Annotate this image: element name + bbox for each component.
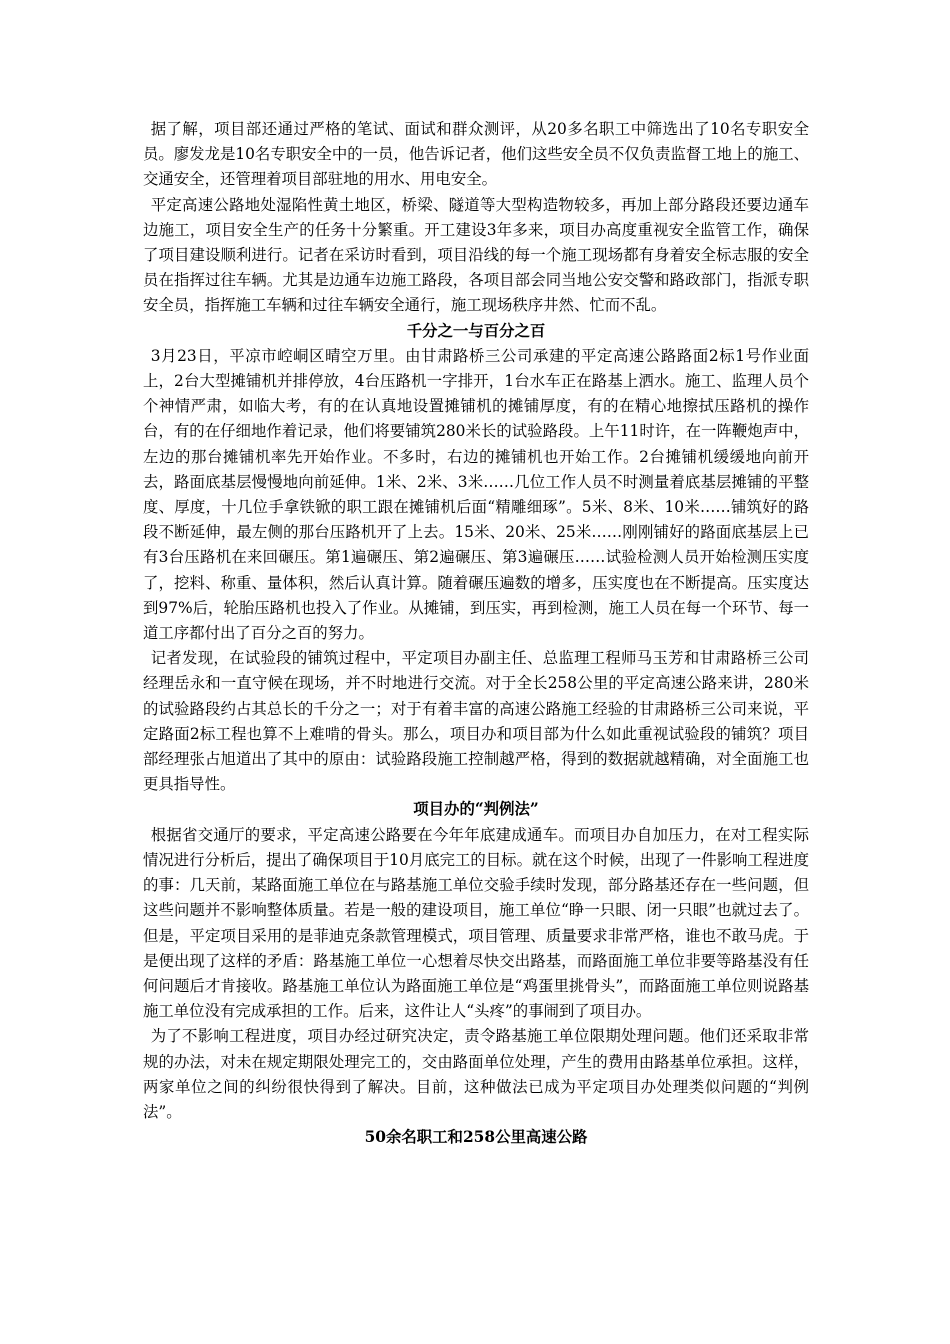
- paragraph-safety-officers: 据了解，项目部还通过严格的笔试、面试和群众测评，从20多名职工中筛选出了10名专职安全员。廖发龙是10名专职安全中的一员，他告诉记者，他们这些安全员不仅负责监督工地上的施工、交通安全，还管理着项目部驻地的用水、用电安全。: [143, 120, 809, 189]
- section-heading-case-law: 项目办的“判例法”: [413, 800, 539, 819]
- paragraph-handover-dispute: 根据省交通厅的要求，平定高速公路要在今年年底建成通车。而项目办自加压力，在对工程实际情况进行分析后，提出了确保项目于10月底完工的目标。就在这个时候，出现了一件影响工程进度的事：几天前，某路面施工单位在与路基施工单位交验手续时发现，部分路基还存在一些问题，但这些问题并不影响整体质量。若是一般的建设项目，施工单位“睁一只眼、闭一只眼”也就过去了。但是，平定项目采用的是菲迪克条款管理模式，项目管理、质量要求非常严格，谁也不敢马虎。于是便出现了这样的矛盾：路基施工单位一心想着尽快交出路基，而路面施工单位非要等路基没有任何问题后才肯接收。路基施工单位认为路面施工单位是“鸡蛋里挑骨头”，而路面施工单位则说路基施工单位没有完成承担的工作。后来，这件让人“头疼”的事闹到了项目办。: [143, 825, 809, 1021]
- section-heading-thousandth: 千分之一与百分之百: [406, 321, 546, 340]
- paragraph-test-section-paving: 3月23日，平凉市崆峒区晴空万里。由甘肃路桥三公司承建的平定高速公路路面2标1号作业面上，2台大型摊铺机并排停放，4台压路机一字排开，1台水车正在路基上洒水。施工、监理人员个个神情严肃，如临大考，有的在认真地设置摊铺机的摊铺厚度，有的在精心地擦拭压路机的操作台，有的在仔细地作着记录，他们将要铺筑280米长的试验路段。上午11时许，在一阵鞭炮声中，左边的那台摊铺机率先开始作业。不多时，右边的摊铺机也开始工作。2台摊铺机缓缓地向前开去，路面底基层慢慢地向前延伸。1米、2米、3米……几位工作人员不时测量着底基层摊铺的平整度、厚度，十几位手拿铁锨的职工跟在摊铺机后面“精雕细琢”。5米、8米、10米……铺筑好的路段不断延伸，最左侧的那台压路机开了上去。15米、20米、25米……刚刚铺好的路面底基层上已有3台压路机在来回碾压。第1遍碾压、第2遍碾压、第3遍碾压……试验检测人员开始检测压实度了，挖料、称重、量体积，然后认真计算。随着碾压遍数的增多，压实度也在不断提高。压实度达到97%后，轮胎压路机也投入了作业。从摊铺，到压实，再到检测，施工人员在每一个环节、每一道工序都付出了百分之百的努力。: [143, 346, 809, 643]
- paragraph-test-section-importance: 记者发现，在试验段的铺筑过程中，平定项目办副主任、总监理工程师马玉芳和甘肃路桥三公司经理岳永和一直守候在现场，并不时地进行交流。对于全长258公里的平定高速公路来讲，280米的试验路段约占其总长的千分之一；对于有着丰富的高速公路施工经验的甘肃路桥三公司来说，平定路面2标工程也算不上难啃的骨头。那么，项目办和项目部为什么如此重视试验段的铺筑？项目部经理张占旭道出了其中的原由：试验路段施工控制越严格，得到的数据就越精确，对全面施工也更具指导性。: [143, 649, 809, 794]
- section-heading-staff-and-highway: 50余名职工和258公里高速公路: [364, 1128, 588, 1147]
- paragraph-safety-management: 平定高速公路地处湿陷性黄土地区，桥梁、隧道等大型构造物较多，再加上部分路段还要边通车边施工，项目安全生产的任务十分繁重。开工建设3年多来，项目办高度重视安全监管工作，确保了项目建设顺利进行。记者在采访时看到，项目沿线的每一个施工现场都有身着安全标志服的安全员在指挥过往车辆。尤其是边通车边施工路段，各项目部会同当地公安交警和路政部门，指派专职安全员，指挥施工车辆和过往车辆安全通行，施工现场秩序井然、忙而不乱。: [143, 195, 809, 315]
- document-body: [143, 117, 809, 1150]
- paragraph-dispute-resolution: 为了不影响工程进度，项目办经过研究决定，责令路基施工单位限期处理问题。他们还采取非常规的办法，对未在规定期限处理完工的，交由路面单位处理，产生的费用由路基单位承担。这样，两家单位之间的纠纷很快得到了解决。目前，这种做法已成为平定项目办处理类似问题的“判例法”。: [143, 1027, 809, 1121]
